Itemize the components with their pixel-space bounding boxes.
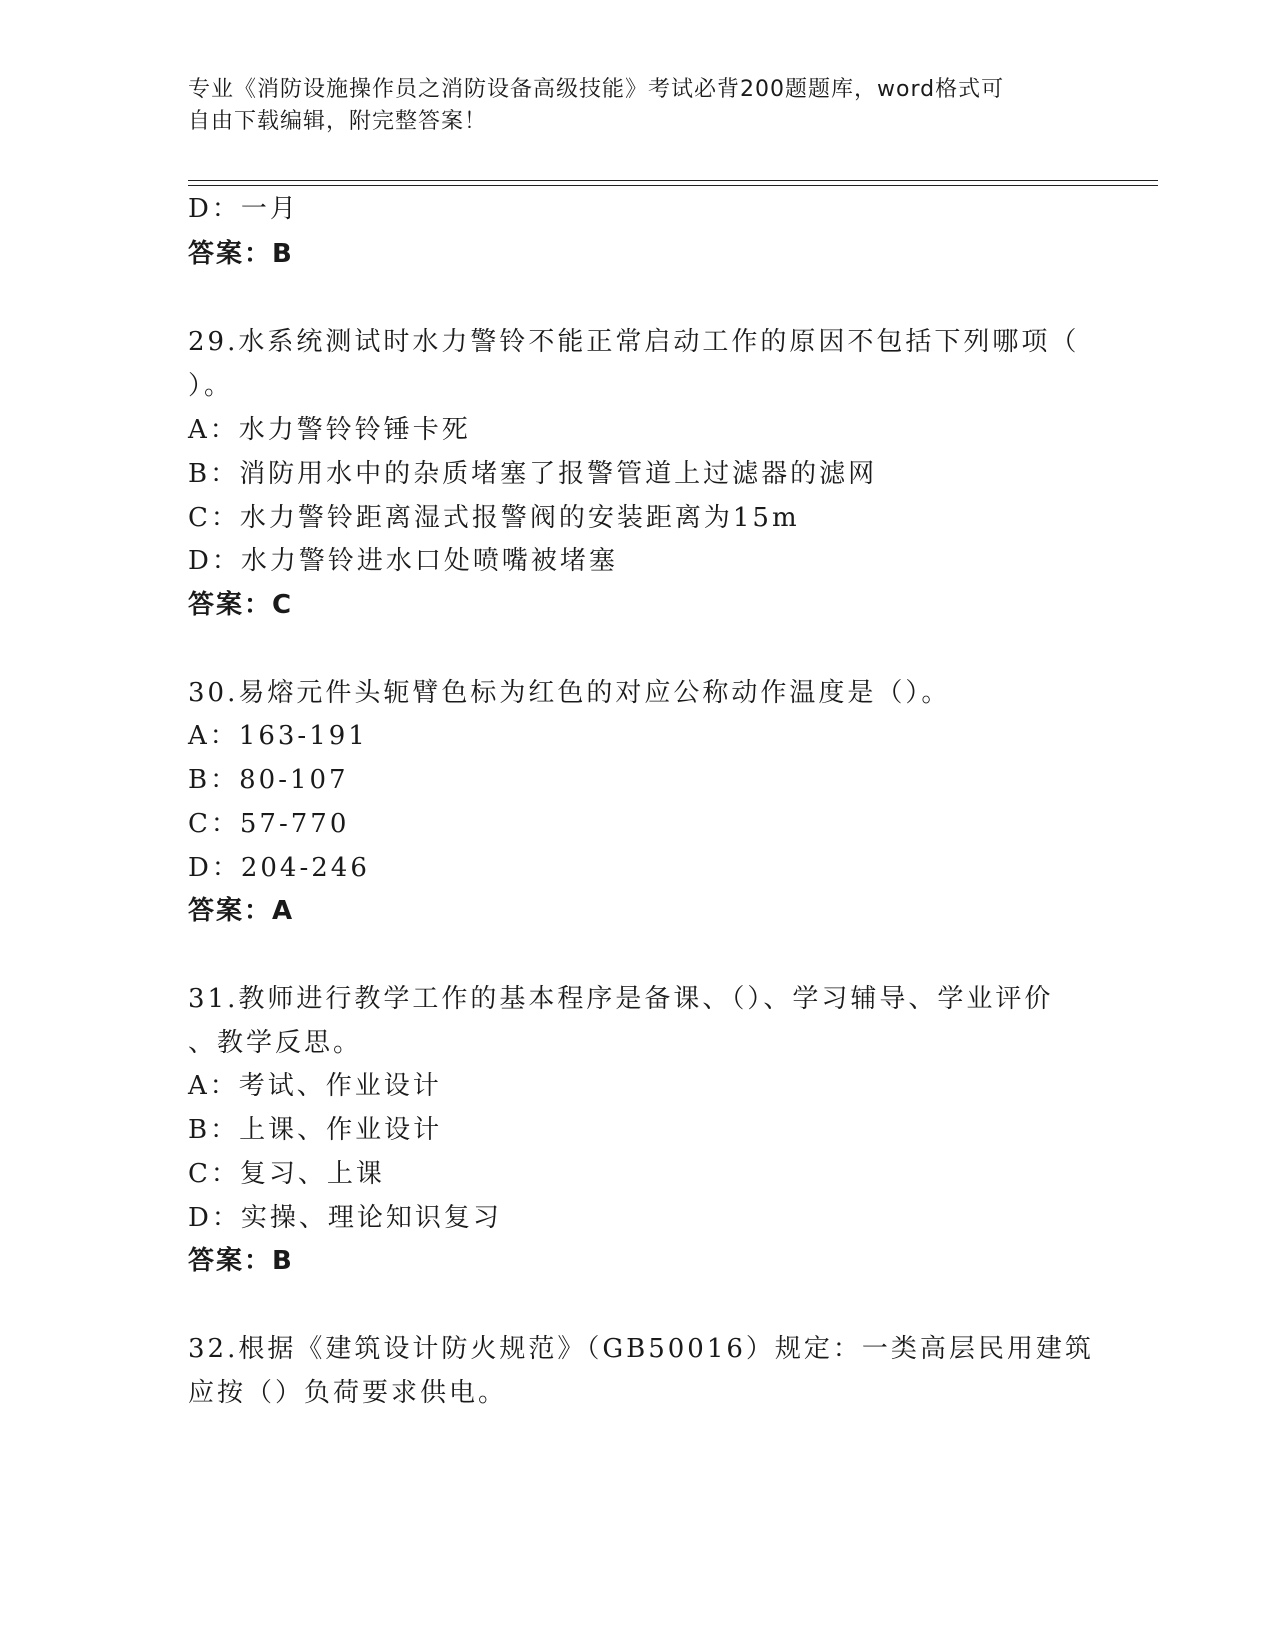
q31-answer: 答案：B — [188, 1246, 294, 1276]
q30-stem-line-1: 30.易熔元件头轭臂色标为红色的对应公称动作温度是（）。 — [188, 678, 951, 708]
q29-stem-line-2: ）。 — [188, 371, 234, 401]
q29-option-c: C：水力警铃距离湿式报警阀的安装距离为15m — [188, 503, 800, 533]
q32-stem-line-2: 应按（）负荷要求供电。 — [188, 1378, 508, 1408]
q29-option-a: A：水力警铃铃锤卡死 — [188, 415, 471, 445]
q31-stem-line-2: 、教学反思。 — [188, 1028, 363, 1058]
header-line-1: 专业《消防设施操作员之消防设备高级技能》考试必背200题题库，word格式可 — [188, 77, 1005, 102]
q31-option-a: A：考试、作业设计 — [188, 1071, 442, 1101]
q30-option-d: D：204-246 — [188, 853, 370, 883]
q29-option-b: B：消防用水中的杂质堵塞了报警管道上过滤器的滤网 — [188, 459, 878, 489]
q29-answer: 答案：C — [188, 590, 294, 620]
q31-option-c: C：复习、上课 — [188, 1159, 385, 1189]
prev-answer: 答案：B — [188, 239, 294, 269]
header-line-2: 自由下载编辑，附完整答案！ — [188, 109, 488, 134]
q30-option-c: C：57-770 — [188, 809, 350, 839]
q29-option-d: D：水力警铃进水口处喷嘴被堵塞 — [188, 546, 618, 576]
q31-option-d: D：实操、理论知识复习 — [188, 1203, 502, 1233]
document-header — [188, 74, 1088, 138]
prev-option-d: D：一月 — [188, 194, 299, 224]
q30-option-b: B：80-107 — [188, 765, 349, 795]
q32-stem-line-1: 32.根据《建筑设计防火规范》（GB50016）规定：一类高层民用建筑 — [188, 1334, 1094, 1364]
q30-option-a: A：163-191 — [188, 721, 368, 751]
q31-stem-line-1: 31.教师进行教学工作的基本程序是备课、（）、学习辅导、学业评价 — [188, 984, 1054, 1014]
q29-stem-line-1: 29.水系统测试时水力警铃不能正常启动工作的原因不包括下列哪项（ — [188, 327, 1080, 357]
q30-answer: 答案：A — [188, 896, 295, 926]
q31-option-b: B：上课、作业设计 — [188, 1115, 443, 1145]
header-divider-bottom — [188, 185, 1158, 186]
header-divider-top — [188, 180, 1158, 181]
